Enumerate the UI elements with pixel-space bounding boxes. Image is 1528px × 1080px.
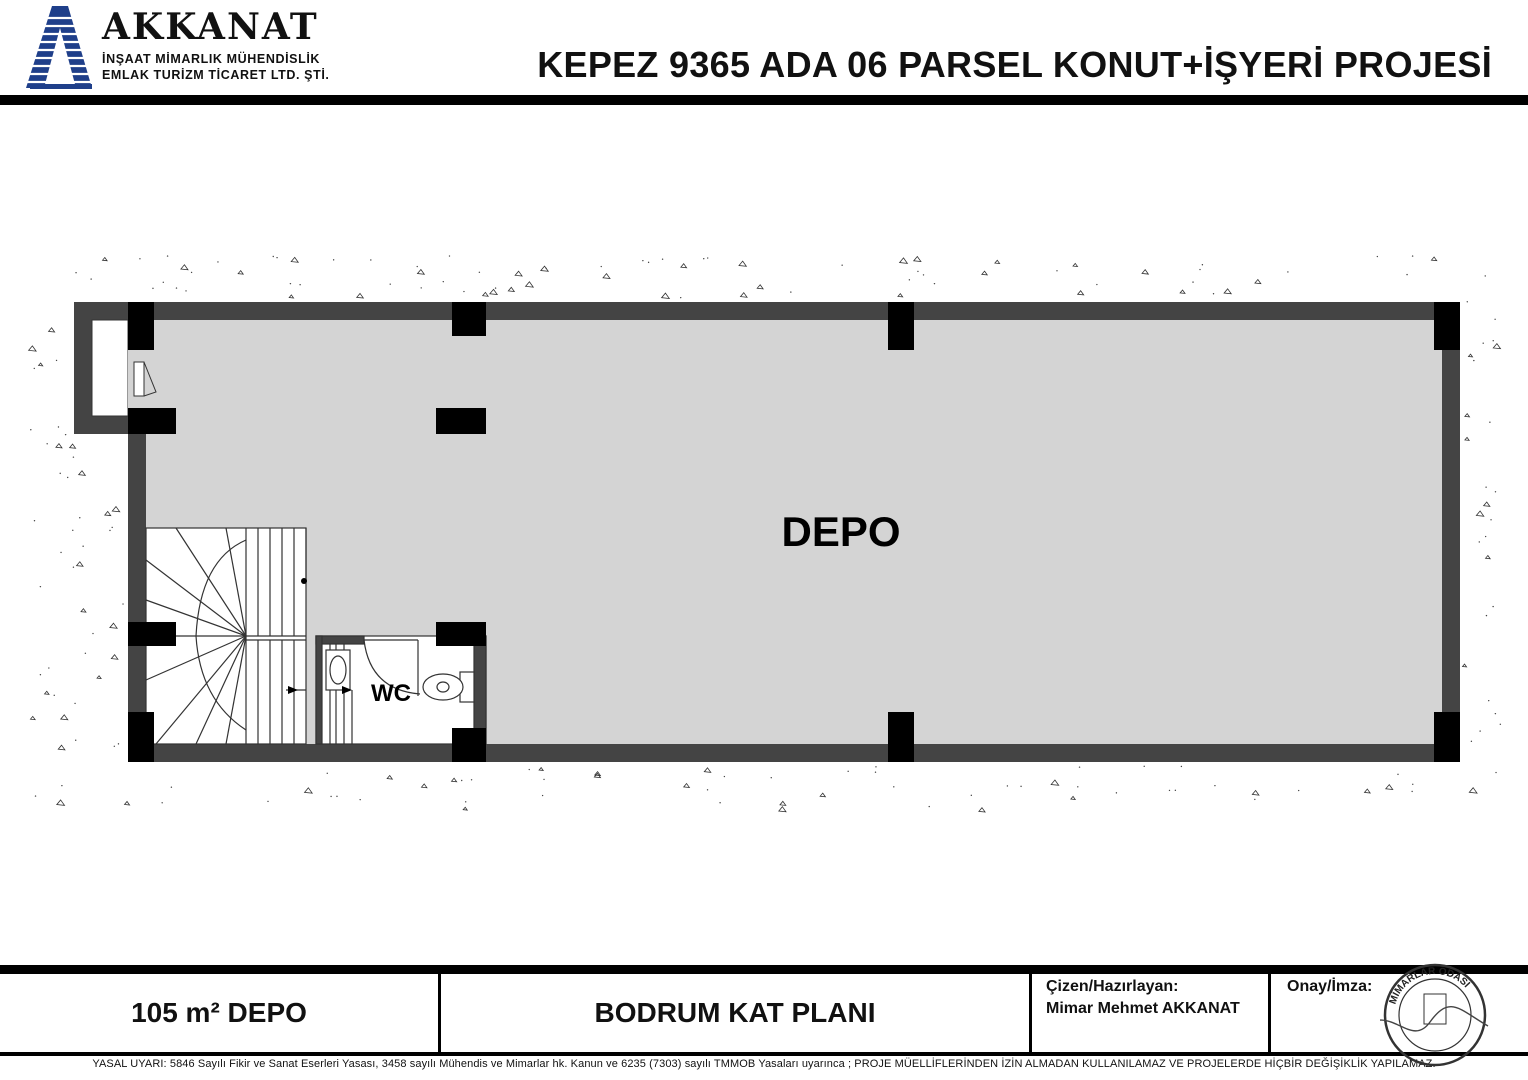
shaft-door (134, 362, 144, 396)
company-logo (22, 4, 352, 90)
legal-warning: YASAL UYARI: 5846 Sayılı Fikir ve Sanat Eserleri Yasası, 3458 sayılı Mühendis ve Mimarlar hk. Kanun ve 6235 (7303) sayılı TMMOB Yasaları uyarınca ; PROJE MÜELLİFLERİNDEN İZİN ALMADAN KULLANILAMAZ VE PROJELERDE HİÇBİR DEĞİŞİKLİK YAPILAMAZ. (92, 1058, 1436, 1070)
footer-rule (0, 965, 1528, 974)
architect-stamp-icon (1380, 960, 1490, 1070)
author-title: Çizen/Hazırlayan: (1046, 978, 1179, 995)
area-cell (0, 974, 441, 1052)
title-block-footer (0, 974, 1528, 1054)
footer-bottom-rule (0, 1052, 1528, 1056)
logo-a-mark-icon (22, 4, 94, 90)
title-block-header (0, 0, 1528, 100)
shaft (92, 320, 128, 416)
author-name: Mimar Mehmet AKKANAT (1046, 1000, 1240, 1017)
plan-name-label: BODRUM KAT PLANI (594, 997, 876, 1028)
project-title: KEPEZ 9365 ADA 06 PARSEL KONUT+İŞYERİ PROJESİ (537, 44, 1492, 85)
logo-subtitle-1: İNŞAAT MİMARLIK MÜHENDİSLİK (102, 52, 321, 66)
author-cell (1032, 974, 1271, 1052)
signature-title: Onay/İmza: (1287, 978, 1373, 995)
room-label-depo: DEPO (781, 508, 901, 555)
header-rule (0, 95, 1528, 105)
stamp-text: MİMARLAR ODASI (1387, 965, 1472, 1006)
logo-name: AKKANAT (102, 6, 319, 48)
plan-name-cell (441, 974, 1032, 1052)
room-label-wc: WC (371, 680, 411, 707)
floor-plan (0, 240, 1528, 830)
stair-dot-icon (301, 578, 307, 584)
area-label: 105 m² DEPO (131, 997, 307, 1028)
logo-subtitle-2: EMLAK TURİZM TİCARET LTD. ŞTİ. (102, 68, 330, 82)
